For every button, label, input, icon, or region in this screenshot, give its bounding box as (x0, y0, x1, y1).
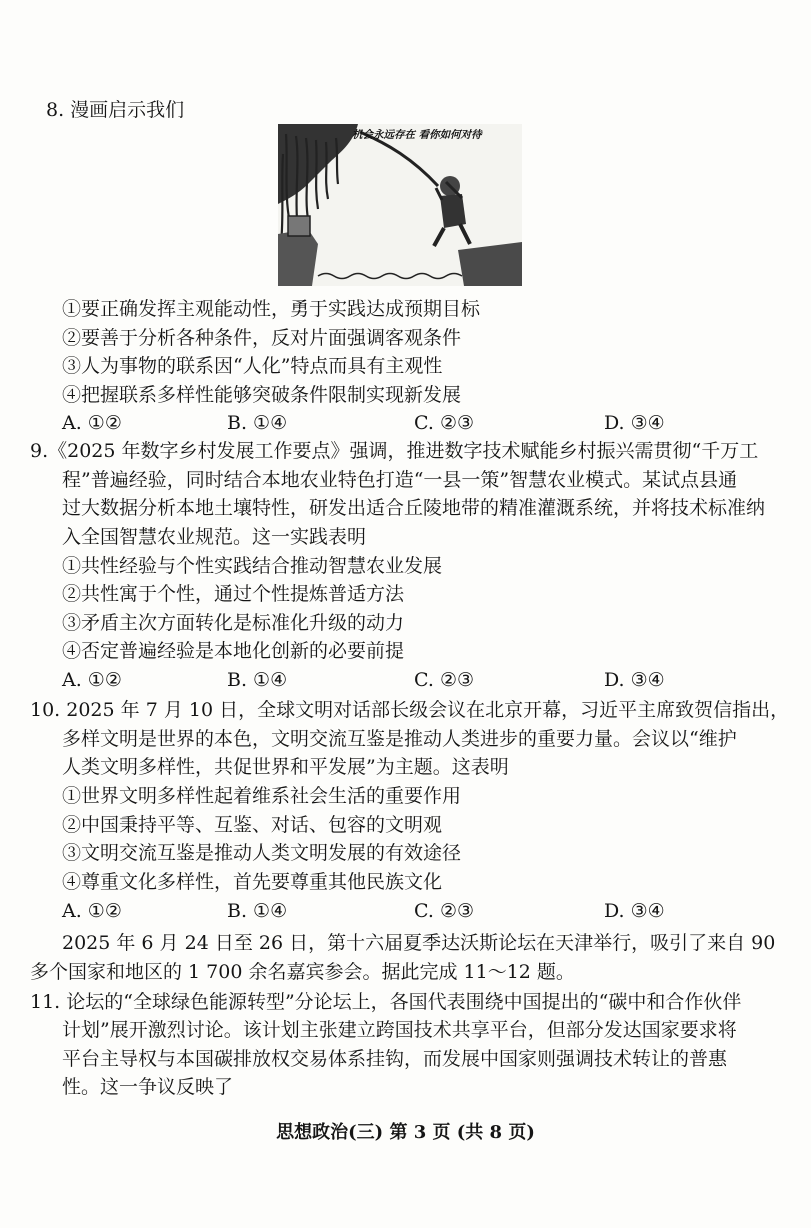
q10-stem-line-1: 10. 2025 年 7 月 10 日，全球文明对话部长级会议在北京开幕，习近平主席致贺信指出， (30, 699, 790, 721)
material-line-2: 多个国家和地区的 1 700 余名嘉宾参会。据此完成 11～12 题。 (30, 961, 575, 983)
q9-statement-2: ②共性寓于个性，通过个性提炼普适方法 (62, 583, 405, 605)
q11-stem-line-3: 平台主导权与本国碳排放权交易体系挂钩，而发展中国家则强调技术转让的普惠 (62, 1048, 728, 1070)
q10-option-a[interactable]: A. ①② (62, 900, 122, 922)
q9-stem-line-1: 9.《2025 年数字乡村发展工作要点》强调，推进数字技术赋能乡村振兴需贯彻“千万工 (30, 440, 759, 462)
q8-stem: 8. 漫画启示我们 (46, 99, 185, 121)
q10-statement-2: ②中国秉持平等、互鉴、对话、包容的文明观 (62, 814, 443, 836)
q9-statement-1: ①共性经验与个性实践结合推动智慧农业发展 (62, 555, 443, 577)
q9-stem-line-4: 入全国智慧农业规范。这一实践表明 (62, 526, 367, 548)
q9-option-c[interactable]: C. ②③ (414, 669, 475, 691)
q10-option-b[interactable]: B. ①④ (227, 900, 288, 922)
q9-statement-3: ③矛盾主次方面转化是标准化升级的动力 (62, 612, 405, 634)
q10-stem-line-2: 多样文明是世界的本色，文明交流互鉴是推动人类进步的重要力量。会议以“维护 (62, 728, 737, 750)
q8-option-a[interactable]: A. ①② (62, 412, 122, 434)
q10-option-d[interactable]: D. ③④ (604, 900, 665, 922)
comic-illustration (278, 124, 522, 286)
q8-option-c[interactable]: C. ②③ (414, 412, 475, 434)
q8-statement-3: ③人为事物的联系因“人化”特点而具有主观性 (62, 355, 443, 377)
q11-stem-line-1: 11. 论坛的“全球绿色能源转型”分论坛上，各国代表围绕中国提出的“碳中和合作伙伴 (30, 991, 742, 1013)
q10-statement-4: ④尊重文化多样性，首先要尊重其他民族文化 (62, 871, 443, 893)
q8-statement-1: ①要正确发挥主观能动性，勇于实践达成预期目标 (62, 298, 481, 320)
page-footer: 思想政治(三) 第 3 页 (共 8 页) (276, 1122, 535, 1143)
q8-option-b[interactable]: B. ①④ (227, 412, 288, 434)
q9-stem-line-2: 程”普遍经验，同时结合本地农业特色打造“一县一策”智慧农业模式。某试点县通 (62, 469, 738, 491)
q9-statement-4: ④否定普遍经验是本地化创新的必要前提 (62, 640, 405, 662)
q9-option-a[interactable]: A. ①② (62, 669, 122, 691)
q8-option-d[interactable]: D. ③④ (604, 412, 665, 434)
material-line-1: 2025 年 6 月 24 日至 26 日，第十六届夏季达沃斯论坛在天津举行，吸引了来自 90 (62, 932, 776, 954)
q9-option-d[interactable]: D. ③④ (604, 669, 665, 691)
comic-caption: 机会永远存在 看你如何对待 (352, 129, 482, 141)
q10-statement-3: ③文明交流互鉴是推动人类文明发展的有效途径 (62, 842, 462, 864)
q11-stem-line-4: 性。这一争议反映了 (62, 1076, 234, 1098)
q10-options (62, 898, 762, 924)
q9-stem-line-3: 过大数据分析本地土壤特性，研发出适合丘陵地带的精准灌溉系统，并将技术标准纳 (62, 497, 766, 519)
q10-option-c[interactable]: C. ②③ (414, 900, 475, 922)
q9-options (62, 667, 762, 693)
q11-stem-line-2: 计划”展开激烈讨论。该计划主张建立跨国技术共享平台，但部分发达国家要求将 (62, 1019, 737, 1041)
q10-stem-line-3: 人类文明多样性，共促世界和平发展”为主题。这表明 (62, 756, 509, 778)
q8-statement-4: ④把握联系多样性能够突破条件限制实现新发展 (62, 384, 462, 406)
q9-option-b[interactable]: B. ①④ (227, 669, 288, 691)
q8-statement-2: ②要善于分析各种条件，反对片面强调客观条件 (62, 327, 462, 349)
q8-options (62, 410, 762, 436)
q10-statement-1: ①世界文明多样性起着维系社会生活的重要作用 (62, 785, 462, 807)
